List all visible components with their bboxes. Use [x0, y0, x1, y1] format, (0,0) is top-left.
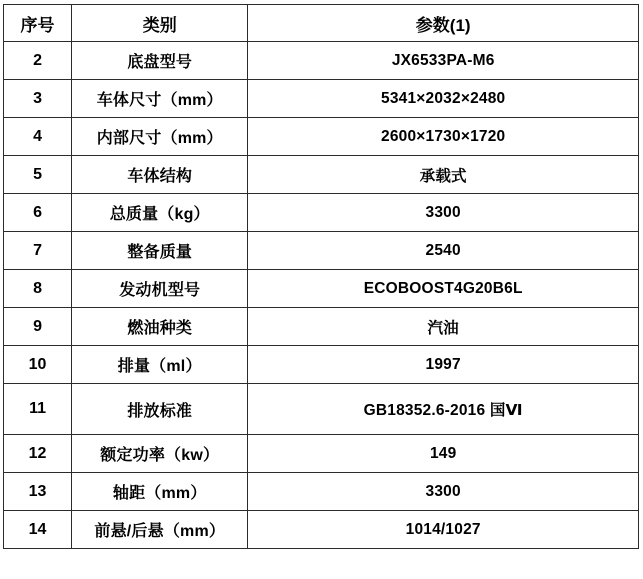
- cell-category: 内部尺寸（mm）: [72, 118, 248, 156]
- cell-param: ECOBOOST4G20B6L: [248, 270, 639, 308]
- cell-index: 7: [4, 232, 72, 270]
- table-row: [4, 473, 639, 511]
- cell-param: 2600×1730×1720: [248, 118, 639, 156]
- table-row: [4, 42, 639, 80]
- cell-category: 发动机型号: [72, 270, 248, 308]
- cell-param: 汽油: [248, 308, 639, 346]
- cell-param: 3300: [248, 473, 639, 511]
- table-row: [4, 156, 639, 194]
- cell-param: 承载式: [248, 156, 639, 194]
- cell-category: 前悬/后悬（mm）: [72, 511, 248, 549]
- cell-index: 2: [4, 42, 72, 80]
- table-header-row: [4, 5, 639, 42]
- table-body: [4, 42, 639, 549]
- cell-index: 4: [4, 118, 72, 156]
- cell-index: 11: [4, 384, 72, 435]
- cell-param: JX6533PA-M6: [248, 42, 639, 80]
- cell-param: 149: [248, 435, 639, 473]
- vehicle-spec-table: [3, 4, 639, 549]
- cell-param: 3300: [248, 194, 639, 232]
- table-row: [4, 384, 639, 435]
- cell-index: 6: [4, 194, 72, 232]
- cell-category: 底盘型号: [72, 42, 248, 80]
- cell-index: 3: [4, 80, 72, 118]
- table-row: [4, 80, 639, 118]
- cell-category: 车体尺寸（mm）: [72, 80, 248, 118]
- cell-category: 整备质量: [72, 232, 248, 270]
- cell-category: 排量（ml）: [72, 346, 248, 384]
- table-row: [4, 308, 639, 346]
- cell-category: 燃油种类: [72, 308, 248, 346]
- cell-param: 1014/1027: [248, 511, 639, 549]
- table-row: [4, 270, 639, 308]
- cell-index: 10: [4, 346, 72, 384]
- cell-param: GB18352.6-2016 国Ⅵ: [248, 384, 639, 435]
- cell-index: 8: [4, 270, 72, 308]
- cell-param: 5341×2032×2480: [248, 80, 639, 118]
- table-row: [4, 118, 639, 156]
- cell-index: 13: [4, 473, 72, 511]
- cell-category: 轴距（mm）: [72, 473, 248, 511]
- cell-index: 12: [4, 435, 72, 473]
- column-header-index: 序号: [4, 5, 72, 42]
- table-header: [4, 5, 639, 42]
- cell-category: 总质量（kg）: [72, 194, 248, 232]
- cell-param: 2540: [248, 232, 639, 270]
- cell-index: 5: [4, 156, 72, 194]
- column-header-category: 类别: [72, 5, 248, 42]
- table-row: [4, 232, 639, 270]
- cell-category: 排放标准: [72, 384, 248, 435]
- table-row: [4, 194, 639, 232]
- table-row: [4, 346, 639, 384]
- cell-index: 9: [4, 308, 72, 346]
- cell-param: 1997: [248, 346, 639, 384]
- cell-index: 14: [4, 511, 72, 549]
- cell-category: 车体结构: [72, 156, 248, 194]
- table-row: [4, 435, 639, 473]
- cell-category: 额定功率（kw）: [72, 435, 248, 473]
- column-header-param: 参数(1): [248, 5, 639, 42]
- table-row: [4, 511, 639, 549]
